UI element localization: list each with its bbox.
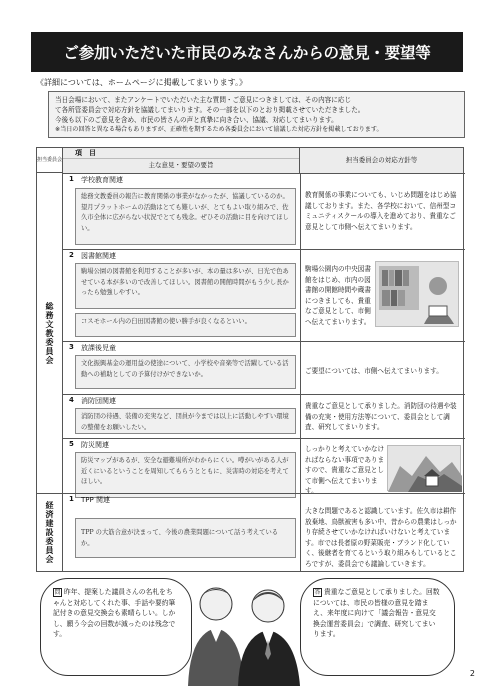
header-opinion: 主な意見・要望の要旨: [148, 161, 214, 169]
intro-note: ※当日の回答と異なる場合もありますが、正確性を期するため各委員会において協議した対応方針を掲載しております。: [55, 126, 383, 133]
answer-badge: 答: [314, 589, 321, 596]
question-badge: 問: [54, 589, 61, 596]
intro-box: [48, 91, 465, 138]
item-heading: 1 TPP 関連: [63, 493, 465, 505]
committee-label: 経済建設委員会: [37, 493, 63, 571]
disaster-illustration: [387, 445, 461, 491]
speakers-illustration: [176, 576, 306, 686]
table-header: [37, 148, 463, 173]
item-heading: 3 放課後児童: [63, 341, 465, 353]
library-illustration: [375, 261, 459, 327]
opinion-text: 駒場公園の図書館を利用することが多いが、本の量は多いが、日光で色あせている本が多いので改善してほしい。図書館の開館時間がもう少し長かったら勉強しやすい。: [75, 263, 296, 309]
item-heading: 4 消防団関連: [63, 394, 465, 406]
response-text: 駒場公園内の中央図書館をはじめ、市内の図書館の開館時間や蔵書につきましても、貴重なご意見として、市側へ伝えてまいります。: [305, 265, 371, 326]
opinion-text: 文化振興基金の運用益の使途について、小学校や音楽等で活躍している活動への補助としての予算付けができないか。: [75, 355, 296, 389]
header-response: 担当委員会の対応方針等: [300, 148, 463, 173]
opinion-text: コスモホール内の臼田図書館の使い勝手が良くなるといい。: [75, 313, 296, 337]
item-heading: 2 図書館関連: [63, 249, 465, 261]
header-item: 項 目: [63, 148, 299, 159]
intro-line: て各所管委員会で対応方針を協議してまいります。その一部を以下のとおり掲載させていただきました。: [55, 106, 365, 114]
opinion-text: 防災マップがあるが、安全な避難場所がわからにくい。噂がいがある人が近くにいるということを周知してもらうとともに、災害時の対応を考えてほしい。: [75, 452, 296, 498]
response-text: しっかりと考えていかなければならない事項でありますので、貴重なご意見として市側へ伝えてまいります。: [305, 445, 385, 494]
header-committee: 担当委員会: [37, 148, 63, 173]
page-subtitle: 《詳細については、ホームページに掲載してまいります。》: [36, 78, 248, 87]
intro-line: 当日会場において、またアンケートでいただいた主な質問・ご意見につきましては、その内容に応じ: [55, 96, 352, 104]
page-number: 2: [469, 669, 475, 678]
opinion-text: 総務文教委員の報告に教育関係の事業がなかったが、協議しているのか。望月プラットホームの活動はとても難しいが、とてもよい取り組みで、佐久市全体に広がらない状況でとても残念。ぜひその活動に目を向けてほしい。: [75, 188, 296, 245]
committee-label: 総務文教委員会: [37, 173, 63, 493]
opinion-text: 消防団の待遇、装備の充実など、団員が今までは以上に活動しやすい環境の整備をお願いしたい。: [75, 408, 296, 434]
answer-bubble: [300, 578, 455, 676]
opinion-table: [36, 147, 464, 572]
answer-text: 貴重なご意見として承りました。回数については、市民の皆様の意見を踏まえ、来年度に向けて「議会報告・意見交換会運営委員会」で調査、研究してまいります。: [313, 588, 440, 638]
intro-line: 今後も以下のご意見を含め、市民の皆さんの声と真摯に向き合い、協議、対応してまいります。: [55, 116, 338, 124]
response-text: 貴重なご意見として承りました。消防団の待遇や装備の充実・使用方法等について、委員会として調査、研究してまいります。: [305, 402, 457, 431]
opinion-text: TPP の大筋合意が決まって、今後の農業問題について話う考えているか。: [75, 518, 296, 558]
item-heading: 1 学校教育関連: [63, 173, 465, 185]
response-text: ご要望については、市側へ伝えてまいります。: [305, 367, 443, 375]
response-text: 大きな問題であると認識しています。佐久市は耕作放棄地、鳥獣被害も多い中、昔からの農業はしっかり存続させていかなければいけないと考えています。市では長者原の野菜販売・ブランド化していく、後継者を育てるという取り組みもしているところですが、委員会でも議論していきます。: [305, 507, 457, 568]
item-heading: 5 防災関連: [63, 438, 465, 450]
response-text: 教育関係の事業についても、いじめ問題をはじめ協議しております。また、各学校において、信州型コミュニティスクールの導入を進めており、貴重なご意見として市側へ伝えてまいります。: [305, 191, 457, 231]
question-bubble: [40, 578, 192, 676]
question-text: 昨年、提案した議員さんの名札をちゃんと対応してくれた事、手話や要約筆記付きの意見交換会も素晴らしい。しかし、願う今会の回数が減ったのは残念です。: [53, 588, 176, 638]
page-title: ご参加いただいた市民のみなさんからの意見・要望等: [31, 32, 463, 72]
